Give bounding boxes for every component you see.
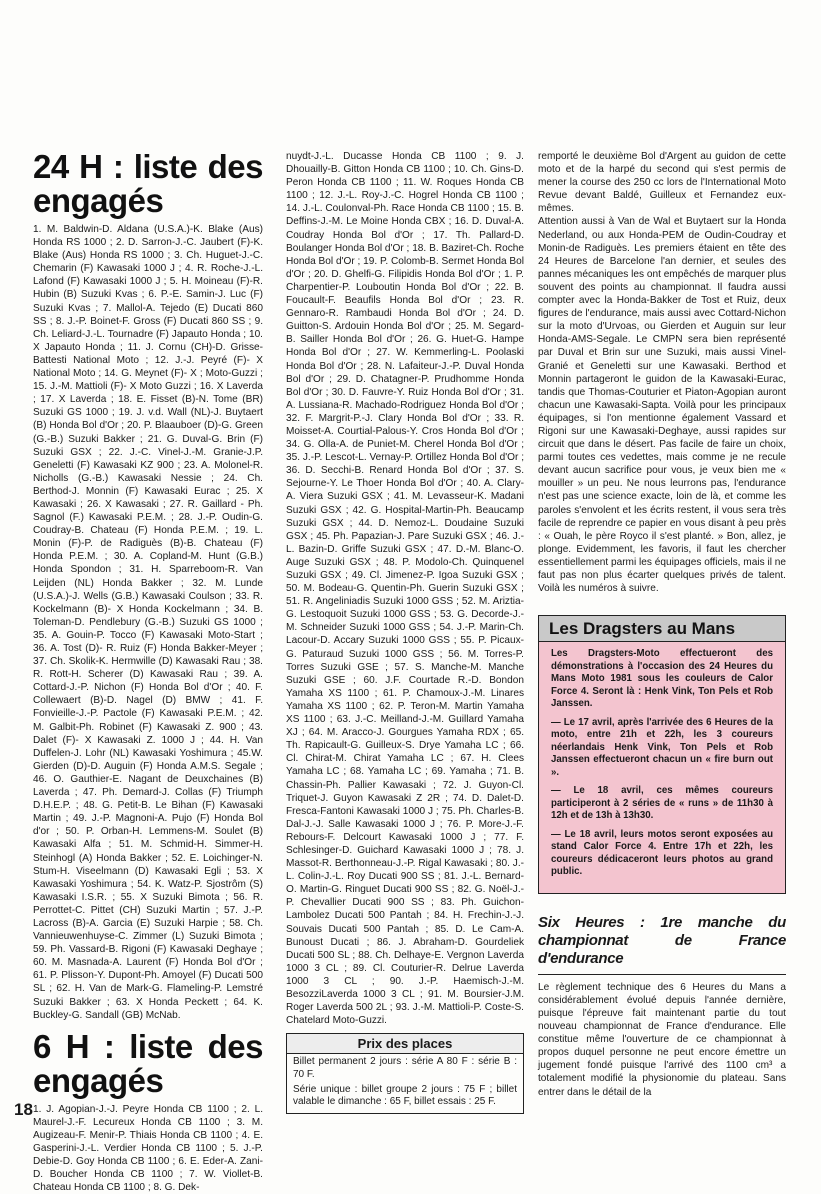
prix-box [286,1033,524,1113]
page-number: 18 [14,1100,33,1119]
entry-list-24h: 1. M. Baldwin-D. Aldana (U.S.A.)-K. Blake (Aus) Honda RS 1000 ; 2. D. Sarron-J.-C. Jaubert (F)-K. Blake (Aus) Honda RS 1000 ; 3. Ch. Huguet-J.-C. Chemarin (F) Kawasaki 1000 J ; 4. R. Roche-J.-L. Lafond (F) Kawasaki 1000 J ; 5. H. Moineau (F)-R. Hubin (B) Suzuki Kvas ; 6. P.-E. Samin-J. Luc (F) Suzuki Kvas ; 7. Mallol-A. Tejedo (E) Ducati 860 SS ; 8. J.-P. Boinet-F. Gross (F) Ducati 860 SS ; 9. Ch. Leliard-J.-L. Tournadre (F) Japauto Honda ; 10. X Japauto Honda ; 11. J. Cornu (CH)-D. Grisse-Battesti National Moto ; 12. J.-J. Peyré (F)- X National Moto ; 14. G. Meynet (F)- X ; Moto-Guzzi ; 15. J.-M. Mattioli (F)- X Moto Guzzi ; 16. X Laverda ; 17. X Laverda ; 18. E. Fisset (B)-N. Tome (BR) Suzuki GS 1000 ; 19. J. v.d. Wall (NL)-J. Buytaert (B) Honda Bol d'Or ; 20. P. Blaauboer (D)-G. Green (G.-B.) Suzuki Bakker ; 21. G. Duval-G. Brin (F) Suzuki GSX ; 22. J.-C. Vinel-J.-M. Granie-J.P. Geneletti (F) Kawasaki KZ 900 ; 23. A. Molonel-R. Nicholls (G.-B.) Kawasaki Nessie ; 24. Ch. Berthod-J. Monnin (F) Kawasaki Eurac ; 25. X Kawasaki ; 26. X Kawasaki ; 27. R. Gaillard - Ph. Sagnol (F.) Kawasaki P.E.M. ; 28. J.-P. Oudin-G. Coudray-B. Chateau (F) Honda P.E.M. ; 19. L. Monin (F)-P. de Radiguès (B)-B. Chateau (F) Honda P.E.M. ; 30. A. Copland-M. Hunt (G.B.) Honda Spondon ; 31. H. Sparreboom-R. Van Leijden (NL) Honda Bakker ; 32. M. Lunde (U.S.A.)-J. Wells (G.B.) Kawasaki Coulson ; 33. R. Kockelmann (B)- X Honda Kockelmann ; 34. B. Toleman-D. Pendlebury (G.-B.) Suzuki GS 1000 ; 35. A. Gouin-P. Tocco (F) Kawasaki Moto-Start ; 36. A. Tost (D)- R. Ruiz (F) Honda Bakker-Meyer ; 37. Ch. Skolik-K. Hermwille (D) Kawasaki Rau ; 38. R. Rott-H. Scherer (D) Kawasaki Rau ; 39. A. Cottard-J.-P. Nichon (F) Honda Bol d'Or ; 40. F. Collewaert (B)-D. Nagel (D) BMW ; 41. F. Fonvieille-J.-P. Pactole (F) Kawasaki P.E.M. ; 42. M. Galbit-Ph. Robinet (F) Kawasaki Z. 900 ; 43. Dalet (F)- X Kawasaki Z. 1000 J ; 44. H. Van Duffelen-J. Lohr (NL) Kawasaki Yoshimura ; 45.W. Gierden (D)-D. Auguin (F) Honda A.M.S. Segale ; 46. O. Gauthier-E. Nagant de Deuxchaines (B) Laverda ; 47. Ph. Demard-J. Collas (F) Triumph D.H.E.P. ; 48. G. Petit-B. Le Bihan (F) Kawasaki Martin ; 49. J.-P. Magnoni-A. Pujo (F) Honda Bol d'or ; 50. P. Orban-H. Lemmens-M. Soulet (B) Kawasaki Alfa ; 51. M. Schmid-H. Simmer-H. Steinhogl (A) Honda Bakker ; 52. E. Loichinger-N. Stum-H. Viseelmann (D) Kawasaki Egli ; 53. X Kawasaki Yoshimura ; 54. K. Watz-P. Sjostrôm (S) Kawasaki I.S.R. ; 55. X Suzuki Bimota ; 56. R. Perrottet-C. Pittet (CH) Suzuki Martin ; 57. J.-P. Lacross (B)-A. Garcia (E) Suzuki Harpie ; 58. Ch. Vannieuwenhuyse-C. Zimmer (L) Suzuki Bimota ; 59. Ph. Vassard-B. Rigoni (F) Kawasaki Deghaye ; 60. M. Masnada-A. Laurent (F) Honda Bol d'Or ; 61. P. Plisson-Y. Dupont-Ph. Amoyel (F) Ducati 500 SL ; 62. H. Van de Mark-G. Flameling-P. Lemstré Suzuki Bakker ; 63. X Honda Peckett ; 64. K. Buckley-G. Sandall (GB) McNab. [33,224,263,1021]
dragsters-body [539,642,785,893]
column-left [33,150,263,1194]
prix-title: Prix des places [287,1034,523,1054]
entry-list-6h: 1. J. Agopian-J.-J. Peyre Honda CB 1100 ; 2. L. Maurel-J.-F. Lecureux Honda CB 1100 ; 3. M. Augizeau-F. Menir-P. Thiais Honda CB 1100 ; 4. E. Gasperini-J.-L. Verdier Honda CB 1100 ; 5. J.-P. Debie-D. Goy Honda CB 1100 ; 6. E. Eder-A. Zani-D. Boucher Honda CB 1100 ; 7. W. Viollet-B. Chateau Honda CB 1100 ; 8. G. Dek- [33,1103,263,1194]
six-heures-text: Le règlement technique des 6 Heures du Mans a considérablement évolué depuis l'année dernière, puisque l'épreuve fait maintenant partie du tout nouveau championnat de France d'endurance. Elle constitue même l'ouverture de ce championnat à propos duquel personne ne peut encore émettre un jugement fondé puisque l'arrivé des 1100 cm³ a totalement modifié la physionomie du plateau. Sans entrer dans le détail de la [538,981,786,1098]
column-right [538,150,786,1099]
dragsters-paragraph: — Le 17 avril, après l'arrivée des 6 Heures de la moto, entre 21h et 22h, les 3 coureurs néerlandais Henk Vink, Ton Pels et Rob Janssen effectueront chacun un « fire burn out ». [551,716,773,778]
dragsters-box [538,615,786,894]
column-middle [286,150,524,1114]
entry-list-6h-continued: nuydt-J.-L. Ducasse Honda CB 1100 ; 9. J. Dhouailly-B. Gitton Honda CB 1100 ; 10. Ch. Gins-D. Peron Honda CB 1100 ; 11. W. Roques Honda CB 1100 ; 12. J.-L. Roy-J.-C. Hogrel Honda CB 1100 ; 14. J.-L. Coulonval-Ph. Race Honda CB 1100 ; 15. B. Deffins-J.-M. Le Moine Honda CBX ; 16. D. Duval-A. Coudray Honda Bol d'Or ; 17. Th. Pallard-D. Boulanger Honda Bol d'Or ; 18. B. Baziret-Ch. Roche Honda Bol d'Or ; 19. P. Colomb-B. Sermet Honda Bol d'Or ; 20. D. Ghelfi-G. Filipidis Honda Bol d'Or ; 1. P. Charpentier-P. Louboutin Honda Bol d'Or ; 22. B. Foucault-F. Beaufils Honda Bol d'Or ; 23. R. Gennaro-R. Rambaudi Honda Bol d'Or ; 24. D. Guitton-S. Ardouin Honda Bol d'Or ; 25. M. Segard-B. Sailler Honda Bol d'Or ; 26. G. Huet-G. Hampe Honda Bol d'Or ; 27. W. Kemmerling-L. Poolaski Honda Bol d'Or ; 28. N. Lafaiteur-J.-P. Duval Honda Bol d'Or ; 29. D. Chatagner-P. Prudhomme Honda Bol d'Or ; 30. D. Fauvre-Y. Ruiz Honda Bol d'Or ; 31. A. Lussiana-R. Machado-Rodriguez Honda Bol d'Or ; 32. F. Margrit-P.-J. Clary Honda Bol d'Or ; 33. R. Moisset-A. Courtial-Palous-Y. Cros Honda Bol d'Or ; 34. G. Olla-A. de Puniet-M. Cherel Honda Bol d'Or ; 35. J.-P. Lescot-L. Vernay-P. Ortillez Honda Bol d'Or ; 36. D. Secchi-B. Renard Honda Bol d'Or ; 37. S. Sejourne-Y. Le Thoer Honda Bol d'Or ; 40. A. Clary-A. Viera Suzuki GSX ; 41. M. Levasseur-K. Madani Suzuki GSX ; 42. G. Hospital-Martin-Ph. Beaucamp Suzuki GSX ; 44. D. Nemoz-L. Doudaine Suzuki GSX ; 45. Ph. Papazian-J. Pare Suzuki GSX ; 46. J.-L. Bazin-D. Griffe Suzuki GSX ; 47. D.-M. Blanc-O. Auge Suzuki GSX ; 48. P. Modolo-Ch. Quinquenel Suzuki GSX ; 49. Cl. Jimenez-P. Igoa Suzuki GSX ; 50. M. Bodeau-G. Quentin-Ph. Guerin Suzuki GSX ; 51. R. Angeliniadis Suzuki 1000 GSS ; 52. M. Ariztia-G. Lestoquoit Suzuki 1000 GSS ; 53. G. Decorde-J.-M. Schneider Suzuki 1000 GSS ; 54. J.-P. Marin-Ch. Lacour-D. Accary Suzuki 1000 GSS ; 55. P. Picaux-G. Paturaud Suzuki 1000 GSS ; 56. M. Torres-P. Torres Suzuki GSE ; 57. S. Manche-M. Manche Suzuki GSE ; 60. J.F. Courtade R.-D. Bondon Yamaha XS 1100 ; 61. P. Chamoux-J.-M. Linares Yamaha XS 1100 ; 62. P. Teron-M. Martin Yamaha XS 1100 ; 63. J.-C. Meilland-J.-M. Guillard Yamaha XJ ; 64. M. Aracco-J. Gourgues Yamaha RDX ; 65. Th. Rapicault-G. Guilleux-S. Drye Yamaha LC ; 66. Cl. Chirat-M. Chirat Yamaha LC ; 67. H. Clees Yamaha LC ; 68. Yamaha LC ; 69. Yamaha ; 71. B. Chassin-Ph. Pallier Kawasaki ; 72. J. Guyon-Cl. Triquet-J. Guyon Kawasaki Z 2R ; 74. D. Dalet-D. Fresca-Fantoni Kawasaki 1000 J ; 75. Ph. Charles-B. Dal-J.-J. Salle Kawasaki 1000 J ; 76. P. More-J.-F. Rebours-F. Delcourt Kawasaki 1000 J ; 77. F. Schlesinger-D. Guichard Kawasaki 1000 J ; 78. J. Massot-R. Berthonneau-J.-P. Rigal Kawasaki ; 80. J.-L. Colin-J.-L. Roy Ducati 900 SS ; 81. J.-L. Bernard-O. Martin-G. Ringuet Ducati 900 SS ; 82. G. Noël-J.-P. Chevallier Ducati 900 SS ; 83. Ph. Guichon-Lambolez Ducati 500 Pantah ; 84. H. Frechin-J.-J. Souvais Ducati 500 Pantah ; 85. D. Le Cam-A. Bunoust Ducati ; 86. J. Abraham-D. Gourdeliek Ducati 500 SL ; 88. Ch. Delhaye-E. Vergnon Laverda 1000 3 CL ; 89. Cl. Couturier-R. Delrue Laverda 1000 3 CL ; 90. J.-P. Haemisch-J.-M. BesozziLaverda 1000 3 CL ; 91. M. Boursier-J.M. Roger Laverda 500 2L ; 93. J.-M. Mattioli-P. Coste-S. Chatelard Moto-Guzzi. [286,151,524,1027]
dragsters-paragraph: Les Dragsters-Moto effectueront des démonstrations à l'occasion des 24 Heures du Mans Moto 1981 sous les couleurs de Calor Force 4. Seront là : Henk Vink, Ton Pels et Rob Janssen. [551,648,773,710]
heading-24h: 24 H : liste des engagés [33,148,263,219]
divider [538,974,786,975]
dragsters-paragraph: — Le 18 avril, leurs motos seront exposées au stand Calor Force 4. Entre 17h et 22h, les coureurs dédicaceront leurs photos au grand public. [551,828,773,878]
dragsters-paragraph: — Le 18 avril, ces mêmes coureurs participeront à 2 séries de « runs » de 11h30 à 12h et de 13h à 13h30. [551,785,773,822]
article-text: remporté le deuxième Bol d'Argent au guidon de cette moto et de la harpé du second qui s'est permis de mener la course des 250 cc lors de l'International Moto Revue devant Baldé, Guilleux et Fernandez eux-mêmes. [538,151,786,215]
dragsters-title: Les Dragsters au Mans [539,616,785,642]
article-text: Attention aussi à Van de Wal et Buytaert sur la Honda Nederland, ou aux Honda-PEM de Oudin-Coudray et Monin-de Radiguès. Les premiers étaient en tête des 24 Heures de Barcelone l'an dernier, et seules des pannes mécaniques les ont empêchés de marquer plus souvent des points au championnat. Il faudra aussi compter avec la Honda-Bakker de Tost et Ruiz, deux figures de l'endurance, mais aussi avec Cottard-Nichon sur la moto d'Urvoas, ou Gierden et Auguin sur leur Honda-AMS-Segale. Le CMPN sera bien représenté par Duval et Brin sur une Suzuki, mais aussi Vinel-Granié et Geneletti sur une Kawasaki. Berthod et Monnin partageront le guidon de la Kawasaki-Eurac, tandis que Thomas-Couturier et Piaton-Agopian auront chacun une Kawasaki-Sapta. Voilà pour les principaux équipages, si l'on mentionne également Vassard et Rigoni sur une Kawasaki-Deghaye, aussi rapides sur circuit que dans le désert. Pas facile de faire un choix, parmi toutes ces vedettes, mais comme je ne recule devant aucun sacrifice pour vous, je veux bien me « mouiller » un peu. Ne nous leurrons pas, l'endurance n'est pas une science exacte, loin de là, et comme les paroles s'envolent et les écrits restent, il vous sera très facile de reprendre ce papier en vous disant à peu près : « Ouah, le père Royco il s'est planté. » Bon, allez, je plonge. Evidemment, les favoris, il faut les chercher essentiellement parmi les équipages officiels, mais il ne faut pas non plus écarter quelques privés de talent. Voilà les numéros à suivre. [538,216,787,595]
six-heures-title: Six Heures : 1re manche du championnat de France d'endurance [538,913,786,967]
prix-line: Série unique : billet groupe 2 jours : 75 F ; billet valable le dimanche : 65 F, billet essais : 25 F. [293,1083,517,1108]
heading-6h: 6 H : liste des engagés [33,1027,263,1099]
prix-line: Billet permanent 2 jours : série A 80 F : série B : 70 F. [293,1056,517,1080]
